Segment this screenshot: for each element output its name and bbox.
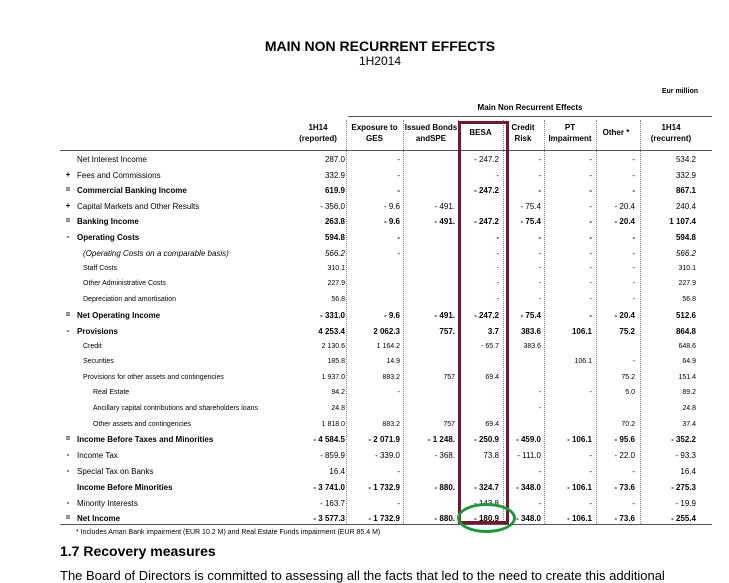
cell-besa: - — [496, 233, 499, 242]
net-income-besa-circle — [457, 503, 516, 533]
cell-recurrent: 534.2 — [675, 155, 696, 164]
row-operator: - — [66, 450, 70, 459]
cell-reported: 1 937.0 — [321, 374, 345, 381]
cell-credit: 383.6 — [520, 327, 541, 336]
cell-besa: - 324.7 — [474, 483, 499, 492]
cell-recurrent: - 275.3 — [671, 483, 696, 492]
row-label: (Operating Costs on a comparable basis) — [83, 249, 229, 258]
cell-recurrent: - 255.4 — [671, 514, 696, 523]
cell-recurrent: - 93.3 — [675, 451, 696, 460]
cell-recurrent: 64.9 — [682, 358, 696, 365]
cell-reported: - 4 584.5 — [313, 435, 345, 444]
cell-besa: - 247.2 — [474, 155, 499, 164]
cell-bonds: - 368. — [434, 451, 455, 460]
table-row — [0, 262, 729, 277]
row-label: Capital Markets and Other Results — [77, 202, 200, 211]
cell-other: - 73.6 — [614, 514, 635, 523]
cell-besa: - 65.7 — [481, 343, 499, 350]
cell-reported: 2 130.6 — [321, 343, 345, 350]
row-label: Credit — [83, 343, 102, 350]
row-label: Real Estate — [93, 389, 130, 396]
cell-pt: - — [589, 389, 592, 396]
cell-reported: 185.8 — [327, 358, 345, 365]
cell-pt: - — [589, 171, 592, 180]
main-header-underline — [348, 116, 712, 117]
cell-other: - — [632, 358, 635, 365]
table-row — [0, 183, 729, 198]
column-header-line2: Risk — [514, 134, 532, 143]
cell-bonds: - 880. — [434, 483, 455, 492]
cell-besa: - 247.2 — [474, 311, 499, 320]
row-operator: = — [65, 185, 71, 194]
cell-ges: - 9.6 — [383, 217, 400, 226]
row-label: Income Before Minorities — [77, 483, 173, 492]
column-header-bonds — [403, 122, 459, 144]
cell-recurrent: 24.8 — [682, 405, 696, 412]
cell-ges: - 339.0 — [375, 451, 400, 460]
cell-pt: - 106.1 — [567, 483, 592, 492]
table-title: MAIN NON RECURRENT EFFECTS — [264, 38, 496, 54]
cell-besa: - — [496, 249, 499, 258]
row-label: Provisions — [77, 327, 118, 336]
cell-besa: 69.4 — [485, 421, 499, 428]
table-row — [0, 308, 729, 323]
cell-other: - — [632, 249, 635, 258]
header-bottom-rule — [60, 150, 712, 151]
column-header-line1: 1H14 — [661, 123, 681, 132]
cell-ges: - — [397, 389, 400, 396]
cell-ges: - — [397, 171, 400, 180]
table-row — [0, 246, 729, 261]
cell-other: - 95.6 — [614, 435, 635, 444]
cell-other: - — [632, 265, 635, 272]
body-paragraph: The Board of Directors is committed to assessing all the facts that led to the need to create this additional — [60, 568, 665, 583]
cell-credit: - — [538, 467, 541, 476]
row-operator: = — [65, 216, 71, 225]
row-label: Net Operating Income — [77, 311, 161, 320]
cell-credit: - 111.0 — [517, 451, 541, 460]
cell-credit: 383.6 — [523, 343, 541, 350]
cell-ges: - 1 732.9 — [368, 483, 400, 492]
table-row — [0, 168, 729, 183]
cell-besa: - 250.9 — [474, 435, 499, 444]
cell-pt: - 106.1 — [567, 514, 592, 523]
cell-credit: - 459.0 — [516, 435, 541, 444]
row-label: Staff Costs — [83, 265, 118, 272]
cell-pt: - — [589, 296, 592, 303]
cell-other: 5.0 — [625, 389, 635, 396]
cell-bonds: 757. — [439, 327, 455, 336]
table-row — [0, 230, 729, 245]
table-row — [0, 152, 729, 167]
cell-credit: - — [538, 405, 541, 412]
table-row — [0, 355, 729, 370]
cell-recurrent: 16.4 — [680, 467, 696, 476]
cell-credit: - — [538, 155, 541, 164]
cell-credit: - 75.4 — [520, 217, 541, 226]
cell-ges: - — [397, 499, 400, 508]
cell-reported: 227.9 — [327, 280, 345, 287]
table-row — [0, 277, 729, 292]
cell-reported: 566.2 — [324, 249, 345, 258]
row-label: Net Interest Income — [77, 155, 147, 164]
column-header-other — [596, 127, 636, 138]
cell-recurrent: 89.2 — [682, 389, 696, 396]
cell-besa: - 247.2 — [474, 217, 499, 226]
cell-recurrent: 310.1 — [678, 265, 696, 272]
cell-other: - — [632, 280, 635, 287]
cell-pt: - 106.1 — [567, 435, 592, 444]
row-label: Income Tax — [77, 451, 118, 460]
cell-recurrent: 1 107.4 — [669, 217, 696, 226]
footnote: * Includes Aman Bank impairment (EUR 10.2 M) and Real Estate Funds impairment (EUR 85.4 M) — [76, 529, 381, 536]
cell-reported: 94.2 — [331, 389, 345, 396]
row-operator: = — [65, 434, 71, 443]
table-bottom-rule — [60, 524, 712, 525]
row-label: Net Income — [77, 514, 121, 523]
row-label: Fees and Commissions — [77, 171, 161, 180]
row-operator: + — [65, 201, 71, 210]
cell-pt: - — [589, 311, 592, 320]
cell-other: - 73.6 — [614, 483, 635, 492]
column-header-line1: Issued Bonds — [404, 123, 458, 132]
column-header-credit — [503, 122, 543, 144]
unit-label: Eur million — [661, 88, 698, 95]
cell-bonds: - 491. — [434, 217, 455, 226]
cell-recurrent: 56.8 — [682, 296, 696, 303]
cell-other: - — [632, 171, 635, 180]
cell-reported: 310.1 — [327, 265, 345, 272]
cell-credit: - 75.4 — [520, 202, 541, 211]
cell-besa: 3.7 — [487, 327, 499, 336]
cell-ges: - — [397, 249, 400, 258]
cell-ges: 1 164.2 — [376, 343, 400, 350]
cell-recurrent: 240.4 — [675, 202, 696, 211]
cell-other: - 20.4 — [614, 202, 635, 211]
cell-recurrent: 37.4 — [682, 421, 696, 428]
cell-bonds: 757 — [443, 421, 455, 428]
table-row — [0, 293, 729, 308]
cell-pt: - — [589, 249, 592, 258]
table-row — [0, 496, 729, 511]
cell-recurrent: 867.1 — [675, 186, 696, 195]
cell-pt: - — [589, 499, 592, 508]
cell-reported: - 3 577.3 — [313, 514, 345, 523]
cell-besa: - — [496, 296, 499, 303]
cell-pt: - — [589, 467, 592, 476]
main-header: Main Non Recurrent Effects — [477, 103, 583, 112]
column-header-line1: 1H14 — [308, 123, 328, 132]
cell-credit: - — [538, 233, 541, 242]
cell-other: 75.2 — [621, 374, 635, 381]
cell-credit: - — [538, 499, 541, 508]
column-header-line1: Other * — [602, 128, 630, 137]
table-subtitle: 1H2014 — [358, 54, 402, 68]
row-operator: - — [66, 326, 70, 335]
cell-other: - — [632, 186, 635, 195]
cell-other: - 22.0 — [614, 451, 635, 460]
cell-ges: - 9.6 — [383, 311, 400, 320]
cell-bonds: - 880. — [434, 514, 455, 523]
cell-besa: - — [496, 171, 499, 180]
column-header-line2: Impairment — [548, 134, 592, 143]
table-row — [0, 432, 729, 447]
cell-credit: - 348.0 — [516, 483, 541, 492]
cell-recurrent: 151.4 — [678, 374, 696, 381]
cell-bonds: - 1 248. — [427, 435, 455, 444]
column-header-line1: PT — [564, 123, 576, 132]
row-operator: - — [66, 466, 70, 475]
cell-other: - 20.4 — [614, 311, 635, 320]
column-header-line2: (reported) — [299, 134, 337, 143]
table-row — [0, 214, 729, 229]
row-label: Operating Costs — [77, 233, 140, 242]
column-header-line1: Credit — [511, 123, 535, 132]
cell-ges: 2 062.3 — [373, 327, 400, 336]
cell-ges: - 9.6 — [383, 202, 400, 211]
row-operator: - — [66, 498, 70, 507]
cell-besa: - 247.2 — [474, 186, 499, 195]
cell-ges: 883.2 — [382, 374, 400, 381]
column-header-line2: andSPE — [415, 134, 447, 143]
cell-reported: 332.9 — [324, 171, 345, 180]
row-label: Depreciation and amortisation — [83, 296, 176, 303]
cell-other: - — [632, 467, 635, 476]
table-row — [0, 402, 729, 417]
row-label: Special Tax on Banks — [77, 467, 154, 476]
cell-other: - — [632, 499, 635, 508]
cell-reported: - 163.7 — [320, 499, 345, 508]
table-row — [0, 448, 729, 463]
cell-reported: 4 253.4 — [318, 327, 345, 336]
cell-credit: - — [538, 280, 541, 287]
cell-recurrent: 227.9 — [678, 280, 696, 287]
row-operator: - — [66, 232, 70, 241]
cell-credit: - 75.4 — [520, 311, 541, 320]
cell-reported: 1 818.0 — [321, 421, 345, 428]
column-header-pt — [544, 122, 596, 144]
cell-pt: - — [589, 233, 592, 242]
cell-other: - 20.4 — [614, 217, 635, 226]
cell-recurrent: 648.6 — [678, 343, 696, 350]
cell-pt: - — [589, 217, 592, 226]
cell-reported: 16.4 — [329, 467, 345, 476]
besa-column-highlight — [458, 121, 509, 524]
row-operator: = — [65, 513, 71, 522]
column-header-recurrent — [640, 122, 702, 144]
cell-credit: - — [538, 186, 541, 195]
cell-reported: - 356.0 — [320, 202, 345, 211]
row-label: Ancillary capital contributions and shareholders loans — [93, 405, 258, 412]
cell-reported: - 331.0 — [320, 311, 345, 320]
row-label: Commercial Banking Income — [77, 186, 187, 195]
cell-credit: - — [538, 171, 541, 180]
cell-reported: 56.8 — [331, 296, 345, 303]
cell-pt: 106.1 — [571, 327, 592, 336]
cell-ges: - — [397, 155, 400, 164]
cell-reported: - 859.9 — [320, 451, 345, 460]
column-header-line2: GES — [366, 134, 383, 143]
cell-other: - — [632, 233, 635, 242]
cell-recurrent: 566.2 — [675, 249, 696, 258]
table-row — [0, 418, 729, 433]
cell-reported: 619.9 — [324, 186, 345, 195]
cell-credit: - — [538, 249, 541, 258]
cell-besa: 69.4 — [485, 374, 499, 381]
cell-credit: - — [538, 265, 541, 272]
cell-ges: - — [397, 186, 400, 195]
column-header-line1: Exposure to — [351, 123, 398, 132]
cell-reported: 263.8 — [324, 217, 345, 226]
row-operator: = — [65, 310, 71, 319]
section-heading: 1.7 Recovery measures — [60, 543, 216, 559]
cell-reported: 24.8 — [331, 405, 345, 412]
cell-other: - — [632, 296, 635, 303]
cell-recurrent: 864.8 — [675, 327, 696, 336]
table-row — [0, 199, 729, 214]
cell-bonds: 757 — [443, 374, 455, 381]
cell-recurrent: - 352.2 — [671, 435, 696, 444]
cell-ges: - — [397, 467, 400, 476]
cell-recurrent: 512.6 — [675, 311, 696, 320]
cell-besa: - — [496, 280, 499, 287]
row-label: Securities — [83, 358, 114, 365]
cell-other: 75.2 — [619, 327, 635, 336]
table-row — [0, 340, 729, 355]
cell-recurrent: 332.9 — [675, 171, 696, 180]
row-label: Minority Interests — [77, 499, 138, 508]
table-row — [0, 371, 729, 386]
cell-pt: - — [589, 202, 592, 211]
cell-ges: 14.9 — [386, 358, 400, 365]
row-label: Other assets and contingencies — [93, 421, 192, 428]
cell-pt: - — [589, 155, 592, 164]
cell-pt: - — [589, 451, 592, 460]
table-row — [0, 324, 729, 339]
row-label: Banking Income — [77, 217, 139, 226]
cell-besa: - 180.9 — [474, 514, 499, 523]
cell-bonds: - 491. — [434, 202, 455, 211]
cell-besa: 73.8 — [483, 451, 499, 460]
cell-other: - — [632, 155, 635, 164]
cell-credit: - — [538, 389, 541, 396]
cell-pt: - — [589, 280, 592, 287]
row-label: Other Administrative Costs — [83, 280, 166, 287]
cell-bonds: - 491. — [434, 311, 455, 320]
cell-credit: - 348.0 — [516, 514, 541, 523]
column-header-line2: (recurrent) — [650, 134, 692, 143]
cell-ges: - 2 071.9 — [368, 435, 400, 444]
row-label: Provisions for other assets and contingencies — [83, 374, 224, 381]
column-header-line1: BESA — [469, 128, 492, 137]
cell-credit: - — [538, 296, 541, 303]
cell-reported: 287.0 — [324, 155, 345, 164]
cell-ges: - 1 732.9 — [368, 514, 400, 523]
table-row — [0, 480, 729, 495]
cell-pt: - — [589, 186, 592, 195]
cell-recurrent: - 19.9 — [675, 499, 696, 508]
cell-ges: 883.2 — [382, 421, 400, 428]
cell-recurrent: 594.8 — [675, 233, 696, 242]
column-header-reported — [288, 122, 348, 144]
table-row — [0, 386, 729, 401]
cell-besa: - — [496, 265, 499, 272]
row-operator: + — [65, 170, 71, 179]
column-header-ges — [346, 122, 403, 144]
cell-reported: 594.8 — [324, 233, 345, 242]
cell-pt: - — [589, 265, 592, 272]
row-label: Income Before Taxes and Minorities — [77, 435, 214, 444]
table-row — [0, 464, 729, 479]
cell-ges: - — [397, 233, 400, 242]
cell-reported: - 3 741.0 — [313, 483, 345, 492]
cell-other: 70.2 — [621, 421, 635, 428]
cell-pt: 106.1 — [574, 358, 592, 365]
cell-besa: - 143.8 — [474, 499, 499, 508]
